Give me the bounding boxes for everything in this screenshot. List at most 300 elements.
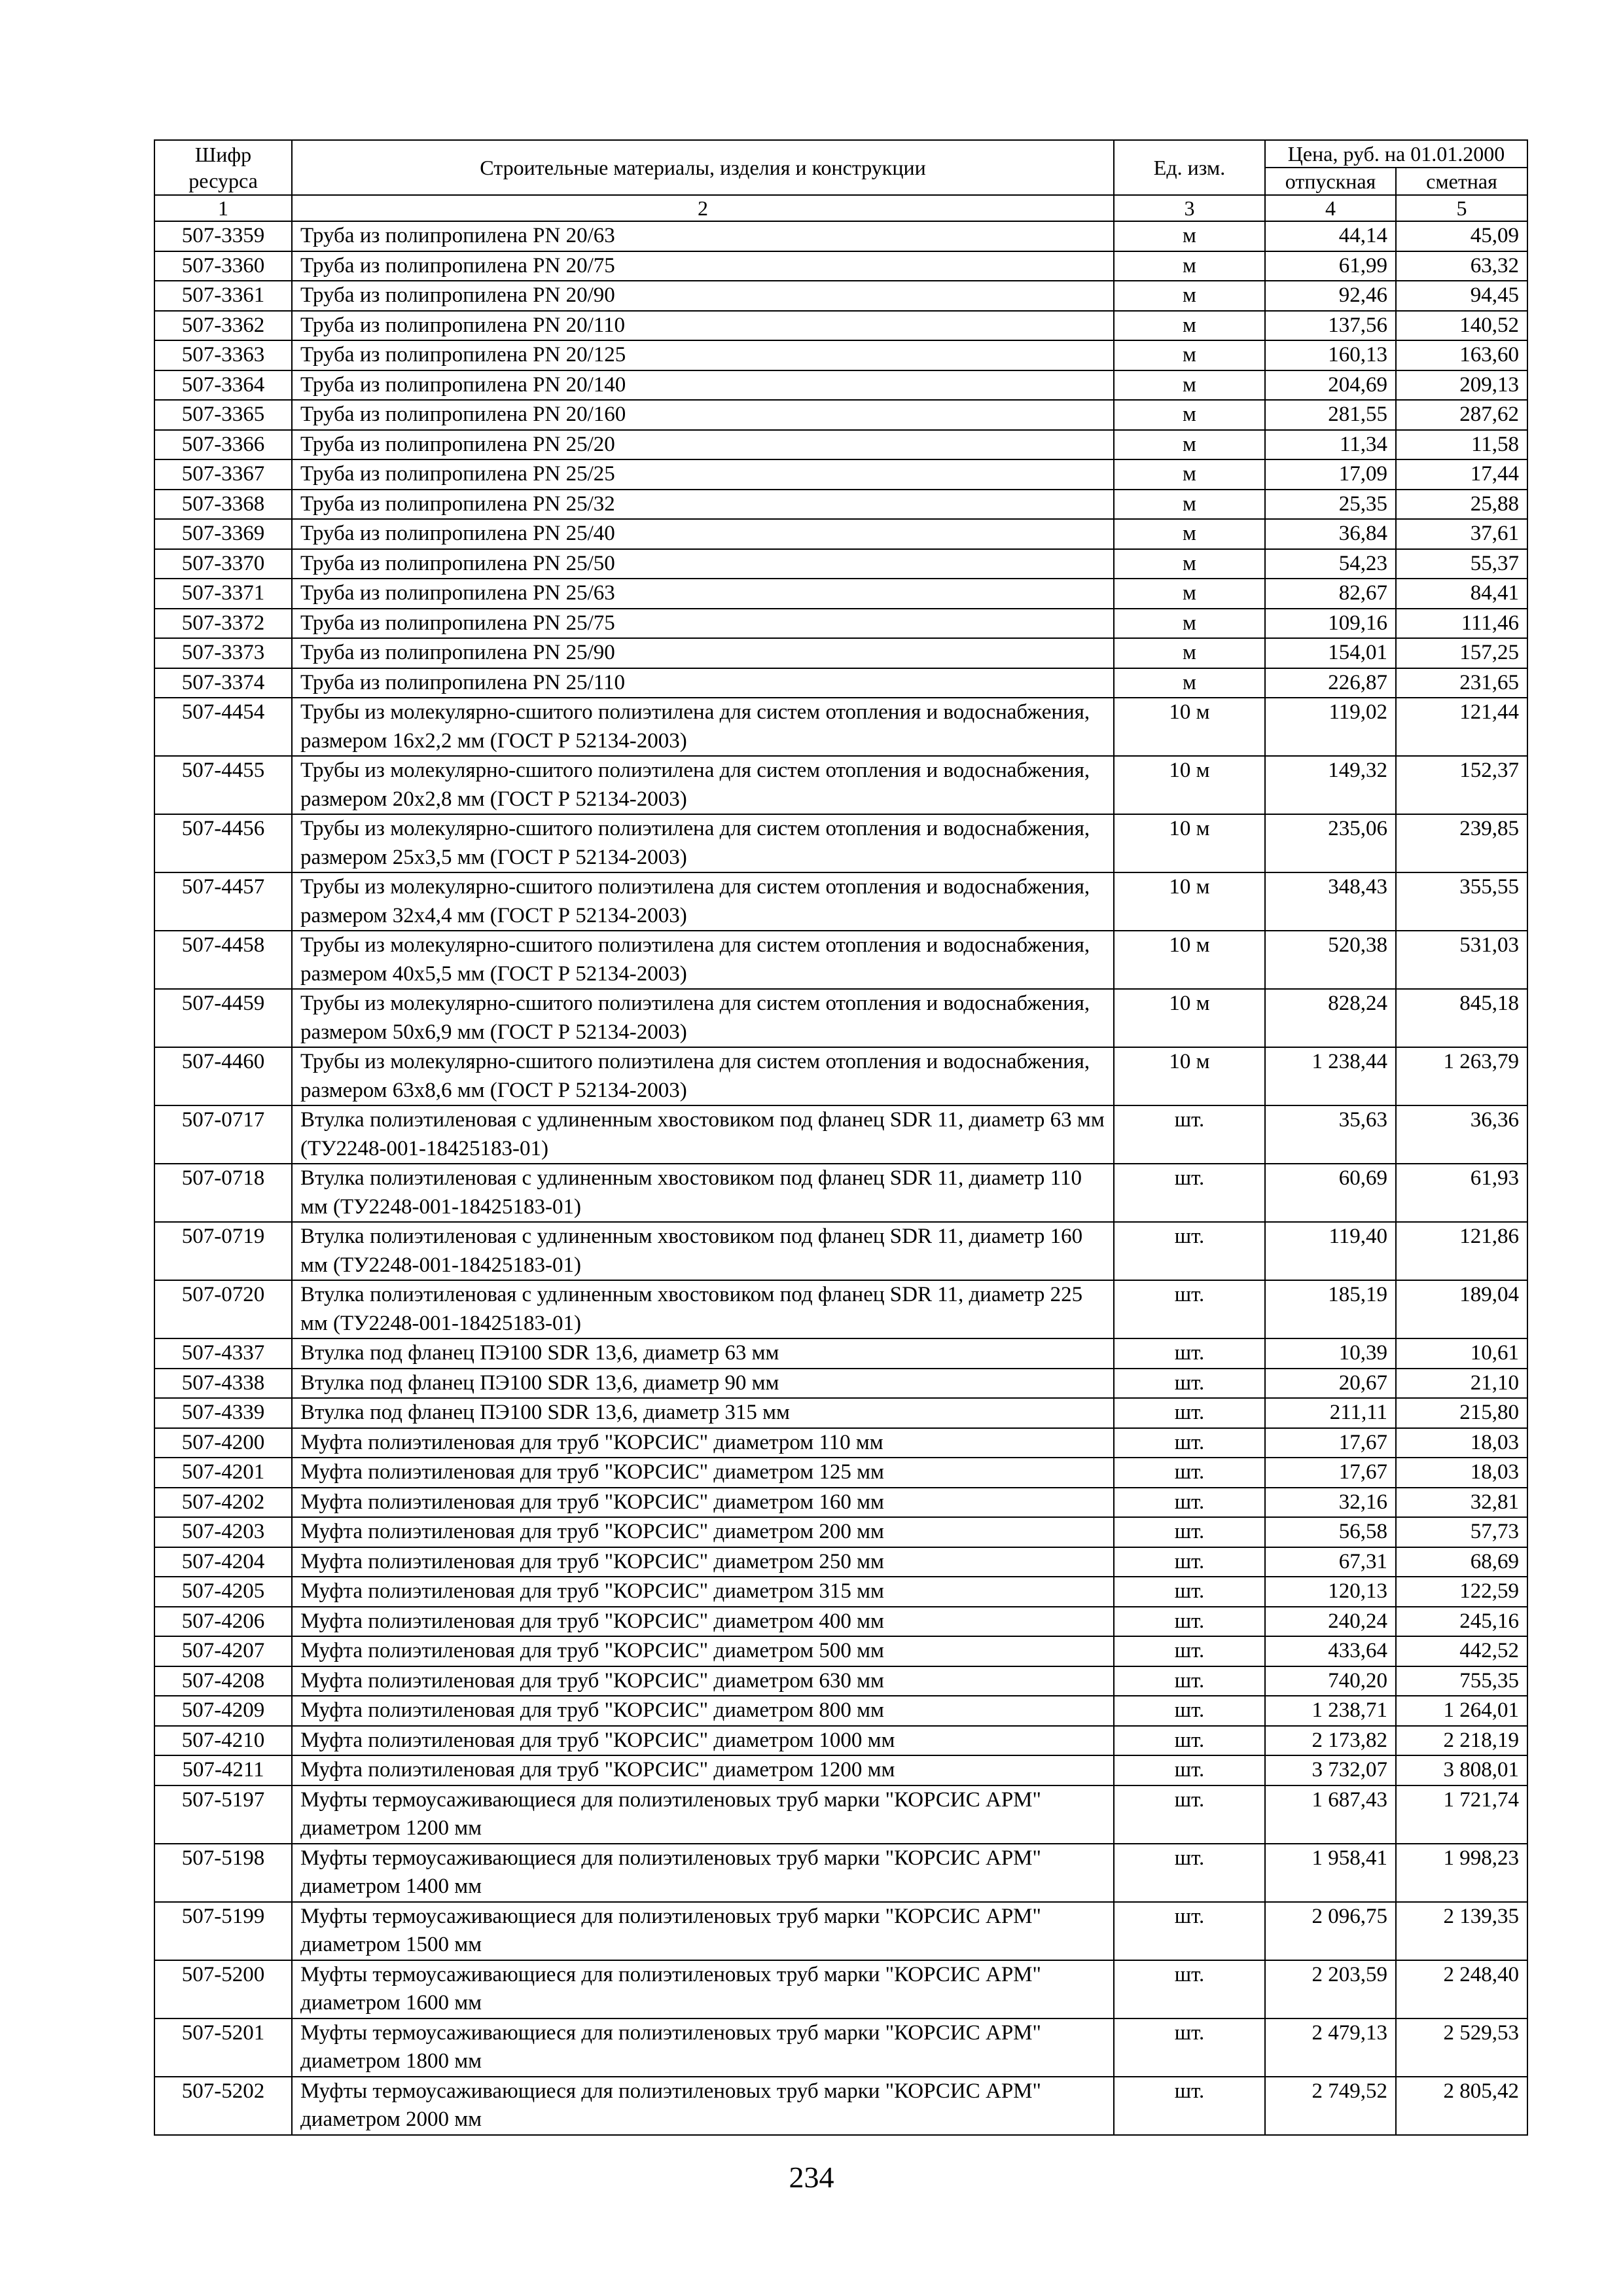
material-name-cell: Втулка полиэтиленовая с удлиненным хвостовиком под фланец SDR 11, диаметр 110 мм (ТУ2248-001-18425183-01) bbox=[292, 1164, 1114, 1222]
price-estimate-cell: 2 139,35 bbox=[1396, 1902, 1527, 1960]
price-estimate-cell: 18,03 bbox=[1396, 1458, 1527, 1488]
price-release-cell: 2 749,52 bbox=[1265, 2077, 1396, 2135]
price-release-cell: 2 096,75 bbox=[1265, 1902, 1396, 1960]
table-row bbox=[154, 1577, 1527, 1607]
material-name-cell: Муфта полиэтиленовая для труб "КОРСИС" диаметром 125 мм bbox=[292, 1458, 1114, 1488]
unit-cell: м bbox=[1114, 490, 1265, 520]
resource-code-cell: 507-4457 bbox=[154, 872, 292, 931]
material-name-cell: Муфта полиэтиленовая для труб "КОРСИС" диаметром 110 мм bbox=[292, 1428, 1114, 1458]
price-estimate-cell: 355,55 bbox=[1396, 872, 1527, 931]
price-estimate-cell: 2 248,40 bbox=[1396, 1960, 1527, 2018]
resource-code-cell: 507-4202 bbox=[154, 1488, 292, 1518]
price-estimate-cell: 755,35 bbox=[1396, 1666, 1527, 1696]
price-estimate-cell: 152,37 bbox=[1396, 756, 1527, 814]
price-estimate-cell: 231,65 bbox=[1396, 668, 1527, 698]
material-name-cell: Трубы из молекулярно-сшитого полиэтилена для систем отопления и водоснабжения, размером 32x4,4 мм (ГОСТ Р 52134-2003) bbox=[292, 872, 1114, 931]
price-release-cell: 17,67 bbox=[1265, 1458, 1396, 1488]
price-release-cell: 35,63 bbox=[1265, 1105, 1396, 1164]
price-release-cell: 149,32 bbox=[1265, 756, 1396, 814]
material-name-cell: Втулка полиэтиленовая с удлиненным хвостовиком под фланец SDR 11, диаметр 225 мм (ТУ2248-001-18425183-01) bbox=[292, 1280, 1114, 1338]
price-estimate-cell: 84,41 bbox=[1396, 579, 1527, 609]
price-release-cell: 119,02 bbox=[1265, 698, 1396, 756]
resource-code-cell: 507-4460 bbox=[154, 1047, 292, 1105]
column-number: 3 bbox=[1114, 195, 1265, 221]
unit-cell: шт. bbox=[1114, 1488, 1265, 1518]
resource-code-cell: 507-3371 bbox=[154, 579, 292, 609]
page-number: 234 bbox=[789, 2161, 834, 2194]
resource-code-cell: 507-3365 bbox=[154, 400, 292, 430]
price-release-cell: 119,40 bbox=[1265, 1222, 1396, 1280]
resource-code-cell: 507-4211 bbox=[154, 1755, 292, 1785]
material-name-cell: Муфты термоусаживающиеся для полиэтиленовых труб марки "КОРСИС АРМ" диаметром 1400 мм bbox=[292, 1844, 1114, 1902]
material-name-cell: Трубы из молекулярно-сшитого полиэтилена для систем отопления и водоснабжения, размером 25x3,5 мм (ГОСТ Р 52134-2003) bbox=[292, 814, 1114, 872]
unit-cell: 10 м bbox=[1114, 989, 1265, 1047]
resource-code-cell: 507-0717 bbox=[154, 1105, 292, 1164]
table-row bbox=[154, 1488, 1527, 1518]
price-release-cell: 240,24 bbox=[1265, 1607, 1396, 1637]
price-release-cell: 1 958,41 bbox=[1265, 1844, 1396, 1902]
unit-cell: шт. bbox=[1114, 1369, 1265, 1399]
price-estimate-cell: 1 264,01 bbox=[1396, 1696, 1527, 1726]
material-name-cell: Муфта полиэтиленовая для труб "КОРСИС" диаметром 400 мм bbox=[292, 1607, 1114, 1637]
material-name-cell: Муфта полиэтиленовая для труб "КОРСИС" диаметром 200 мм bbox=[292, 1517, 1114, 1547]
column-number: 5 bbox=[1396, 195, 1527, 221]
material-name-cell: Муфты термоусаживающиеся для полиэтиленовых труб марки "КОРСИС АРМ" диаметром 2000 мм bbox=[292, 2077, 1114, 2135]
unit-cell: м bbox=[1114, 668, 1265, 698]
material-name-cell: Труба из полипропилена PN 25/50 bbox=[292, 549, 1114, 579]
unit-cell: м bbox=[1114, 430, 1265, 460]
unit-cell: шт. bbox=[1114, 2018, 1265, 2077]
unit-cell: шт. bbox=[1114, 1726, 1265, 1756]
table-row bbox=[154, 1666, 1527, 1696]
price-estimate-cell: 61,93 bbox=[1396, 1164, 1527, 1222]
price-release-cell: 109,16 bbox=[1265, 609, 1396, 639]
table-row bbox=[154, 1785, 1527, 1844]
unit-cell: шт. bbox=[1114, 1844, 1265, 1902]
unit-cell: м bbox=[1114, 340, 1265, 370]
table-row bbox=[154, 756, 1527, 814]
unit-cell: м bbox=[1114, 311, 1265, 341]
resource-code-cell: 507-4339 bbox=[154, 1398, 292, 1428]
price-release-cell: 92,46 bbox=[1265, 281, 1396, 311]
resource-code-cell: 507-3366 bbox=[154, 430, 292, 460]
table-row bbox=[154, 251, 1527, 281]
resource-code-cell: 507-4207 bbox=[154, 1636, 292, 1666]
unit-cell: 10 м bbox=[1114, 698, 1265, 756]
material-name-cell: Трубы из молекулярно-сшитого полиэтилена для систем отопления и водоснабжения, размером 63x8,6 мм (ГОСТ Р 52134-2003) bbox=[292, 1047, 1114, 1105]
resource-code-cell: 507-3368 bbox=[154, 490, 292, 520]
unit-cell: шт. bbox=[1114, 1517, 1265, 1547]
table-row bbox=[154, 2077, 1527, 2135]
column-number-row bbox=[154, 195, 1527, 221]
price-estimate-cell: 1 263,79 bbox=[1396, 1047, 1527, 1105]
table-row bbox=[154, 698, 1527, 756]
resource-code-cell: 507-3369 bbox=[154, 519, 292, 549]
price-estimate-cell: 531,03 bbox=[1396, 931, 1527, 989]
unit-cell: м bbox=[1114, 251, 1265, 281]
unit-cell: м bbox=[1114, 370, 1265, 401]
price-release-cell: 137,56 bbox=[1265, 311, 1396, 341]
price-release-cell: 185,19 bbox=[1265, 1280, 1396, 1338]
table-row bbox=[154, 1844, 1527, 1902]
table-row bbox=[154, 1607, 1527, 1637]
price-estimate-cell: 1 998,23 bbox=[1396, 1844, 1527, 1902]
table-row bbox=[154, 1755, 1527, 1785]
table-row bbox=[154, 1902, 1527, 1960]
resource-code-cell: 507-4456 bbox=[154, 814, 292, 872]
price-release-cell: 61,99 bbox=[1265, 251, 1396, 281]
price-release-cell: 740,20 bbox=[1265, 1666, 1396, 1696]
header-unit: Ед. изм. bbox=[1114, 140, 1265, 195]
resource-code-cell: 507-0718 bbox=[154, 1164, 292, 1222]
price-estimate-cell: 245,16 bbox=[1396, 1607, 1527, 1637]
price-release-cell: 433,64 bbox=[1265, 1636, 1396, 1666]
resource-code-cell: 507-4458 bbox=[154, 931, 292, 989]
header-resource-code: Шифр ресурса bbox=[154, 140, 292, 195]
material-name-cell: Труба из полипропилена PN 25/63 bbox=[292, 579, 1114, 609]
table-row bbox=[154, 668, 1527, 698]
material-name-cell: Муфта полиэтиленовая для труб "КОРСИС" диаметром 800 мм bbox=[292, 1696, 1114, 1726]
table-row bbox=[154, 370, 1527, 401]
table-row bbox=[154, 1428, 1527, 1458]
material-name-cell: Муфты термоусаживающиеся для полиэтиленовых труб марки "КОРСИС АРМ" диаметром 1200 мм bbox=[292, 1785, 1114, 1844]
table-row bbox=[154, 430, 1527, 460]
unit-cell: шт. bbox=[1114, 1105, 1265, 1164]
resource-code-cell: 507-5202 bbox=[154, 2077, 292, 2135]
material-name-cell: Втулка под фланец ПЭ100 SDR 13,6, диаметр 90 мм bbox=[292, 1369, 1114, 1399]
material-name-cell: Труба из полипропилена PN 25/32 bbox=[292, 490, 1114, 520]
material-name-cell: Труба из полипропилена PN 25/90 bbox=[292, 638, 1114, 668]
price-estimate-cell: 163,60 bbox=[1396, 340, 1527, 370]
table-row bbox=[154, 1398, 1527, 1428]
material-name-cell: Муфта полиэтиленовая для труб "КОРСИС" диаметром 630 мм bbox=[292, 1666, 1114, 1696]
unit-cell: шт. bbox=[1114, 1164, 1265, 1222]
resource-code-cell: 507-4200 bbox=[154, 1428, 292, 1458]
price-estimate-cell: 140,52 bbox=[1396, 311, 1527, 341]
resource-code-cell: 507-4455 bbox=[154, 756, 292, 814]
unit-cell: шт. bbox=[1114, 1666, 1265, 1696]
unit-cell: шт. bbox=[1114, 1960, 1265, 2018]
unit-cell: шт. bbox=[1114, 1785, 1265, 1844]
table-row bbox=[154, 579, 1527, 609]
price-release-cell: 828,24 bbox=[1265, 989, 1396, 1047]
table-row bbox=[154, 1636, 1527, 1666]
price-estimate-cell: 122,59 bbox=[1396, 1577, 1527, 1607]
price-estimate-cell: 111,46 bbox=[1396, 609, 1527, 639]
price-estimate-cell: 209,13 bbox=[1396, 370, 1527, 401]
resource-code-cell: 507-4206 bbox=[154, 1607, 292, 1637]
unit-cell: м bbox=[1114, 609, 1265, 639]
price-release-cell: 154,01 bbox=[1265, 638, 1396, 668]
unit-cell: шт. bbox=[1114, 1280, 1265, 1338]
price-estimate-cell: 287,62 bbox=[1396, 400, 1527, 430]
material-name-cell: Труба из полипропилена PN 25/40 bbox=[292, 519, 1114, 549]
material-name-cell: Муфты термоусаживающиеся для полиэтиленовых труб марки "КОРСИС АРМ" диаметром 1500 мм bbox=[292, 1902, 1114, 1960]
material-name-cell: Труба из полипропилена PN 20/90 bbox=[292, 281, 1114, 311]
material-name-cell: Муфты термоусаживающиеся для полиэтиленовых труб марки "КОРСИС АРМ" диаметром 1800 мм bbox=[292, 2018, 1114, 2077]
price-estimate-cell: 2 805,42 bbox=[1396, 2077, 1527, 2135]
material-name-cell: Втулка под фланец ПЭ100 SDR 13,6, диаметр 63 мм bbox=[292, 1338, 1114, 1369]
resource-code-cell: 507-3361 bbox=[154, 281, 292, 311]
table-row bbox=[154, 400, 1527, 430]
price-release-cell: 82,67 bbox=[1265, 579, 1396, 609]
price-release-cell: 60,69 bbox=[1265, 1164, 1396, 1222]
unit-cell: шт. bbox=[1114, 2077, 1265, 2135]
table-row bbox=[154, 872, 1527, 931]
material-name-cell: Труба из полипропилена PN 20/125 bbox=[292, 340, 1114, 370]
unit-cell: шт. bbox=[1114, 1338, 1265, 1369]
resource-code-cell: 507-4210 bbox=[154, 1726, 292, 1756]
table-row bbox=[154, 519, 1527, 549]
price-release-cell: 348,43 bbox=[1265, 872, 1396, 931]
resource-code-cell: 507-4204 bbox=[154, 1547, 292, 1577]
table-row bbox=[154, 1222, 1527, 1280]
resource-code-cell: 507-5200 bbox=[154, 1960, 292, 2018]
resource-code-cell: 507-5199 bbox=[154, 1902, 292, 1960]
price-release-cell: 520,38 bbox=[1265, 931, 1396, 989]
unit-cell: шт. bbox=[1114, 1398, 1265, 1428]
table-row bbox=[154, 311, 1527, 341]
price-estimate-cell: 37,61 bbox=[1396, 519, 1527, 549]
table-row bbox=[154, 1105, 1527, 1164]
price-release-cell: 1 238,44 bbox=[1265, 1047, 1396, 1105]
table-row bbox=[154, 340, 1527, 370]
table-row bbox=[154, 1338, 1527, 1369]
unit-cell: шт. bbox=[1114, 1577, 1265, 1607]
material-name-cell: Втулка под фланец ПЭ100 SDR 13,6, диаметр 315 мм bbox=[292, 1398, 1114, 1428]
unit-cell: шт. bbox=[1114, 1696, 1265, 1726]
material-name-cell: Муфта полиэтиленовая для труб "КОРСИС" диаметром 500 мм bbox=[292, 1636, 1114, 1666]
material-name-cell: Трубы из молекулярно-сшитого полиэтилена для систем отопления и водоснабжения, размером 16x2,2 мм (ГОСТ Р 52134-2003) bbox=[292, 698, 1114, 756]
price-release-cell: 54,23 bbox=[1265, 549, 1396, 579]
unit-cell: 10 м bbox=[1114, 814, 1265, 872]
table-body bbox=[154, 221, 1527, 2135]
price-release-cell: 17,67 bbox=[1265, 1428, 1396, 1458]
price-release-cell: 67,31 bbox=[1265, 1547, 1396, 1577]
price-estimate-cell: 442,52 bbox=[1396, 1636, 1527, 1666]
price-estimate-cell: 17,44 bbox=[1396, 459, 1527, 490]
material-name-cell: Труба из полипропилена PN 25/110 bbox=[292, 668, 1114, 698]
material-name-cell: Муфта полиэтиленовая для труб "КОРСИС" диаметром 1000 мм bbox=[292, 1726, 1114, 1756]
price-release-cell: 120,13 bbox=[1265, 1577, 1396, 1607]
table-row bbox=[154, 1726, 1527, 1756]
price-estimate-cell: 121,44 bbox=[1396, 698, 1527, 756]
price-estimate-cell: 2 218,19 bbox=[1396, 1726, 1527, 1756]
price-estimate-cell: 2 529,53 bbox=[1396, 2018, 1527, 2077]
unit-cell: шт. bbox=[1114, 1755, 1265, 1785]
unit-cell: шт. bbox=[1114, 1428, 1265, 1458]
resource-code-cell: 507-4459 bbox=[154, 989, 292, 1047]
unit-cell: 10 м bbox=[1114, 872, 1265, 931]
material-name-cell: Труба из полипропилена PN 25/25 bbox=[292, 459, 1114, 490]
unit-cell: м bbox=[1114, 459, 1265, 490]
price-estimate-cell: 25,88 bbox=[1396, 490, 1527, 520]
resource-code-cell: 507-3372 bbox=[154, 609, 292, 639]
material-name-cell: Втулка полиэтиленовая с удлиненным хвостовиком под фланец SDR 11, диаметр 63 мм (ТУ2248-001-18425183-01) bbox=[292, 1105, 1114, 1164]
price-release-cell: 20,67 bbox=[1265, 1369, 1396, 1399]
unit-cell: м bbox=[1114, 519, 1265, 549]
price-estimate-cell: 10,61 bbox=[1396, 1338, 1527, 1369]
resource-code-cell: 507-3367 bbox=[154, 459, 292, 490]
unit-cell: 10 м bbox=[1114, 931, 1265, 989]
resource-code-cell: 507-5201 bbox=[154, 2018, 292, 2077]
resource-code-cell: 507-3363 bbox=[154, 340, 292, 370]
material-name-cell: Муфта полиэтиленовая для труб "КОРСИС" диаметром 250 мм bbox=[292, 1547, 1114, 1577]
price-release-cell: 281,55 bbox=[1265, 400, 1396, 430]
price-release-cell: 1 687,43 bbox=[1265, 1785, 1396, 1844]
price-release-cell: 2 173,82 bbox=[1265, 1726, 1396, 1756]
price-release-cell: 10,39 bbox=[1265, 1338, 1396, 1369]
resource-code-cell: 507-4208 bbox=[154, 1666, 292, 1696]
price-release-cell: 44,14 bbox=[1265, 221, 1396, 251]
resource-code-cell: 507-3360 bbox=[154, 251, 292, 281]
resource-code-cell: 507-4205 bbox=[154, 1577, 292, 1607]
resource-code-cell: 507-3362 bbox=[154, 311, 292, 341]
table-row bbox=[154, 221, 1527, 251]
price-estimate-cell: 121,86 bbox=[1396, 1222, 1527, 1280]
table-row bbox=[154, 1547, 1527, 1577]
price-table bbox=[154, 139, 1528, 2136]
unit-cell: м bbox=[1114, 281, 1265, 311]
table-row bbox=[154, 989, 1527, 1047]
material-name-cell: Труба из полипропилена PN 20/75 bbox=[292, 251, 1114, 281]
price-release-cell: 25,35 bbox=[1265, 490, 1396, 520]
material-name-cell: Трубы из молекулярно-сшитого полиэтилена для систем отопления и водоснабжения, размером 50x6,9 мм (ГОСТ Р 52134-2003) bbox=[292, 989, 1114, 1047]
price-release-cell: 36,84 bbox=[1265, 519, 1396, 549]
unit-cell: м bbox=[1114, 579, 1265, 609]
price-release-cell: 1 238,71 bbox=[1265, 1696, 1396, 1726]
table-header bbox=[154, 140, 1527, 221]
price-release-cell: 2 203,59 bbox=[1265, 1960, 1396, 2018]
table-row bbox=[154, 1960, 1527, 2018]
unit-cell: м bbox=[1114, 638, 1265, 668]
price-estimate-cell: 68,69 bbox=[1396, 1547, 1527, 1577]
table-row bbox=[154, 1517, 1527, 1547]
resource-code-cell: 507-4203 bbox=[154, 1517, 292, 1547]
table-row bbox=[154, 638, 1527, 668]
material-name-cell: Втулка полиэтиленовая с удлиненным хвостовиком под фланец SDR 11, диаметр 160 мм (ТУ2248-001-18425183-01) bbox=[292, 1222, 1114, 1280]
table-row bbox=[154, 1164, 1527, 1222]
resource-code-cell: 507-3374 bbox=[154, 668, 292, 698]
price-estimate-cell: 55,37 bbox=[1396, 549, 1527, 579]
price-estimate-cell: 32,81 bbox=[1396, 1488, 1527, 1518]
table-row bbox=[154, 1369, 1527, 1399]
price-estimate-cell: 845,18 bbox=[1396, 989, 1527, 1047]
price-estimate-cell: 57,73 bbox=[1396, 1517, 1527, 1547]
table-row bbox=[154, 931, 1527, 989]
resource-code-cell: 507-0719 bbox=[154, 1222, 292, 1280]
table-row bbox=[154, 2018, 1527, 2077]
table-row bbox=[154, 1458, 1527, 1488]
material-name-cell: Труба из полипропилена PN 25/75 bbox=[292, 609, 1114, 639]
price-estimate-cell: 215,80 bbox=[1396, 1398, 1527, 1428]
resource-code-cell: 507-0720 bbox=[154, 1280, 292, 1338]
resource-code-cell: 507-3364 bbox=[154, 370, 292, 401]
material-name-cell: Труба из полипропилена PN 20/110 bbox=[292, 311, 1114, 341]
price-release-cell: 211,11 bbox=[1265, 1398, 1396, 1428]
table-row bbox=[154, 1696, 1527, 1726]
price-estimate-cell: 1 721,74 bbox=[1396, 1785, 1527, 1844]
material-name-cell: Трубы из молекулярно-сшитого полиэтилена для систем отопления и водоснабжения, размером 40x5,5 мм (ГОСТ Р 52134-2003) bbox=[292, 931, 1114, 989]
header-price-estimate: сметная bbox=[1396, 168, 1527, 195]
material-name-cell: Труба из полипропилена PN 20/63 bbox=[292, 221, 1114, 251]
material-name-cell: Труба из полипропилена PN 20/160 bbox=[292, 400, 1114, 430]
price-release-cell: 56,58 bbox=[1265, 1517, 1396, 1547]
unit-cell: шт. bbox=[1114, 1636, 1265, 1666]
unit-cell: м bbox=[1114, 400, 1265, 430]
material-name-cell: Муфта полиэтиленовая для труб "КОРСИС" диаметром 160 мм bbox=[292, 1488, 1114, 1518]
material-name-cell: Трубы из молекулярно-сшитого полиэтилена для систем отопления и водоснабжения, размером 20x2,8 мм (ГОСТ Р 52134-2003) bbox=[292, 756, 1114, 814]
resource-code-cell: 507-3370 bbox=[154, 549, 292, 579]
price-estimate-cell: 189,04 bbox=[1396, 1280, 1527, 1338]
price-estimate-cell: 3 808,01 bbox=[1396, 1755, 1527, 1785]
price-release-cell: 32,16 bbox=[1265, 1488, 1396, 1518]
material-name-cell: Муфта полиэтиленовая для труб "КОРСИС" диаметром 1200 мм bbox=[292, 1755, 1114, 1785]
price-estimate-cell: 63,32 bbox=[1396, 251, 1527, 281]
header-price: Цена, руб. на 01.01.2000 bbox=[1265, 140, 1527, 168]
price-release-cell: 3 732,07 bbox=[1265, 1755, 1396, 1785]
price-estimate-cell: 21,10 bbox=[1396, 1369, 1527, 1399]
price-release-cell: 235,06 bbox=[1265, 814, 1396, 872]
resource-code-cell: 507-4201 bbox=[154, 1458, 292, 1488]
resource-code-cell: 507-4337 bbox=[154, 1338, 292, 1369]
resource-code-cell: 507-4338 bbox=[154, 1369, 292, 1399]
price-estimate-cell: 36,36 bbox=[1396, 1105, 1527, 1164]
unit-cell: 10 м bbox=[1114, 1047, 1265, 1105]
price-estimate-cell: 239,85 bbox=[1396, 814, 1527, 872]
table-row bbox=[154, 281, 1527, 311]
price-estimate-cell: 94,45 bbox=[1396, 281, 1527, 311]
unit-cell: шт. bbox=[1114, 1458, 1265, 1488]
price-estimate-cell: 157,25 bbox=[1396, 638, 1527, 668]
material-name-cell: Муфты термоусаживающиеся для полиэтиленовых труб марки "КОРСИС АРМ" диаметром 1600 мм bbox=[292, 1960, 1114, 2018]
unit-cell: шт. bbox=[1114, 1902, 1265, 1960]
price-estimate-cell: 45,09 bbox=[1396, 221, 1527, 251]
price-release-cell: 160,13 bbox=[1265, 340, 1396, 370]
unit-cell: шт. bbox=[1114, 1607, 1265, 1637]
column-number: 1 bbox=[154, 195, 292, 221]
material-name-cell: Труба из полипропилена PN 25/20 bbox=[292, 430, 1114, 460]
column-number: 4 bbox=[1265, 195, 1396, 221]
header-materials: Строительные материалы, изделия и конструкции bbox=[292, 140, 1114, 195]
material-name-cell: Муфта полиэтиленовая для труб "КОРСИС" диаметром 315 мм bbox=[292, 1577, 1114, 1607]
unit-cell: шт. bbox=[1114, 1547, 1265, 1577]
resource-code-cell: 507-5198 bbox=[154, 1844, 292, 1902]
table-row bbox=[154, 549, 1527, 579]
table-row bbox=[154, 814, 1527, 872]
header-price-release: отпускная bbox=[1265, 168, 1396, 195]
table-row bbox=[154, 459, 1527, 490]
table-row bbox=[154, 1047, 1527, 1105]
table-row bbox=[154, 609, 1527, 639]
resource-code-cell: 507-3373 bbox=[154, 638, 292, 668]
resource-code-cell: 507-4209 bbox=[154, 1696, 292, 1726]
column-number: 2 bbox=[292, 195, 1114, 221]
unit-cell: м bbox=[1114, 221, 1265, 251]
price-release-cell: 226,87 bbox=[1265, 668, 1396, 698]
price-release-cell: 2 479,13 bbox=[1265, 2018, 1396, 2077]
resource-code-cell: 507-3359 bbox=[154, 221, 292, 251]
price-release-cell: 11,34 bbox=[1265, 430, 1396, 460]
material-name-cell: Труба из полипропилена PN 20/140 bbox=[292, 370, 1114, 401]
price-release-cell: 204,69 bbox=[1265, 370, 1396, 401]
unit-cell: м bbox=[1114, 549, 1265, 579]
price-estimate-cell: 18,03 bbox=[1396, 1428, 1527, 1458]
table-row bbox=[154, 490, 1527, 520]
price-release-cell: 17,09 bbox=[1265, 459, 1396, 490]
resource-code-cell: 507-4454 bbox=[154, 698, 292, 756]
unit-cell: 10 м bbox=[1114, 756, 1265, 814]
